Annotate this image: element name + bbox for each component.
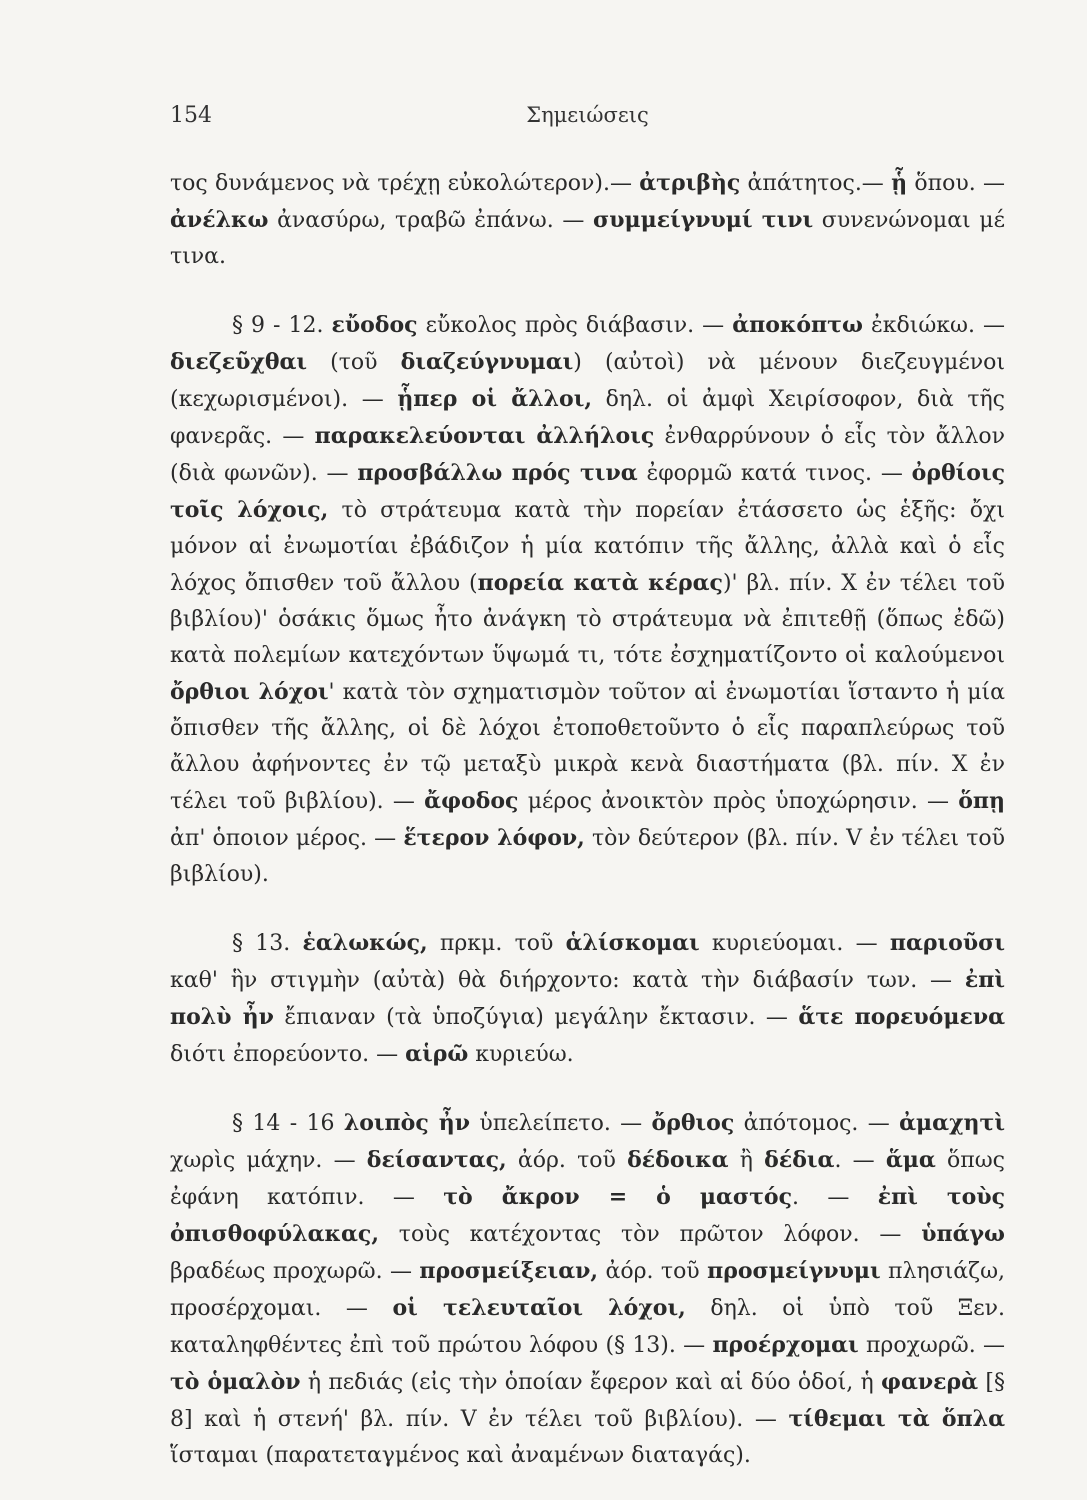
lemma-term: ἀτριβὴς [639,170,741,196]
note-paragraph-continuation [170,165,1005,275]
gloss-text: [§ 8] καὶ ἡ στενή' βλ. πίν. V ἐν τέλει τοῦ βιβλίου). — [170,1370,1005,1432]
lemma-term: ἅμα [885,1147,936,1173]
gloss-text: ὅπου. — [907,171,1005,196]
gloss-text: ἔπιαναν (τὰ ὑποζύγια) μεγάλην ἔκτασιν. — [273,1005,799,1030]
gloss-text: ἀόρ. τοῦ [506,1148,628,1173]
gloss-text: χωρὶς μάχην. — [170,1148,367,1173]
lemma-term: παρακελεύονται ἀλλήλοις [314,423,655,449]
lemma-term: προσμείγνυμι [707,1258,881,1284]
lemma-term: ὄρθιος [651,1110,735,1136]
lemma-term: διαζεύγνυμαι [400,349,574,375]
gloss-text: εὔκολος πρὸς διάβασιν. — [417,313,733,338]
gloss-text: ἐκδιώκω. — [862,313,1006,338]
gloss-text: ἀπ' ὁποιον μέρος. — [170,826,404,851]
gloss-text: (τοῦ [307,350,401,375]
lemma-term: συμμείγνυμί τινι [593,207,814,233]
lemma-term: πορεία κατὰ κέρας [477,570,723,596]
gloss-text: ἢ [728,1148,765,1173]
running-head: Σημειώσεις [526,103,649,127]
lemma-term: ἁλίσκομαι [565,930,700,956]
lemma-term: ἀποκόπτω [732,312,863,338]
gloss-text: πλησιάζω, προσέρχομαι. — [170,1259,1005,1321]
lemma-term: δείσαντας, [366,1147,507,1173]
gloss-text: προχωρῶ. — [858,1333,1005,1358]
gloss-text: ) (αὐτοὶ) νὰ μένουν διεζευγμένοι (κεχωρισμένοι). — [170,350,1006,412]
gloss-text: συνενώνομαι μέ τινα. [170,208,1006,269]
gloss-text: τὸν δεύτερον (βλ. πίν. V ἐν τέλει τοῦ βιβλίου). [170,826,1005,887]
gloss-text: . — [792,1185,878,1210]
lemma-term: οἱ τελευταῖοι λόχοι, [392,1295,686,1321]
gloss-text: ἀπάτητος.— [740,171,892,196]
gloss-text: ἐφορμῶ κατά τινος. — [637,461,912,486]
gloss-text: βραδέως προχωρῶ. — [170,1259,420,1284]
lemma-term: αἱρῶ [405,1041,469,1067]
lemma-term: τὸ ἄκρον = ὁ μαστός [443,1184,792,1210]
gloss-text: πρκμ. τοῦ [427,931,566,956]
gloss-text: ' κατὰ τὸν σχηματισμὸν τοῦτον αἱ ἐνωμοτίαι ἵσταντο ἡ μία ὄπισθεν τῆς ἄλλης, οἱ δὲ λόχοι ἐτοποθετοῦντο ὁ εἷς παραπλεύρως τοῦ ἄλλου ἀφήνοντες ἐν τῷ μεταξὺ μικρὰ κενὰ διαστήματα (βλ. πίν. Χ ἐν τέλει τοῦ βιβλίου). — [170,680,1005,814]
lemma-term: παριοῦσι [889,930,1005,956]
gloss-text: καθ' ἣν στιγμὴν (αὐτὰ) θὰ διήρχοντο: κατὰ τὴν διάβασίν των. — [170,968,965,993]
gloss-text: τὸ στράτευμα κατὰ τὴν πορείαν ἐτάσσετο ὡς ἑξῆς: ὄχι μόνον αἱ ἐνωμοτίαι ἐβάδιζον ἡ μία κατόπιν τῆς ἄλλης, ἀλλὰ καὶ ὁ εἷς λόχος ὄπισθεν τοῦ ἄλλου ( [170,498,1005,596]
gloss-text: τοὺς κατέχοντας τὸν πρῶτον λόφον. — [379,1222,922,1247]
gloss-text: § 13. [232,931,303,956]
gloss-text: ἀπότομος. — [734,1111,900,1136]
notes-body [170,165,1005,1474]
note-paragraph-section-9-12 [170,307,1005,893]
lemma-term: ἐπὶ τοὺς ὀπισθοφύλακας, [170,1184,1006,1247]
lemma-term: ὀρθίοις τοῖς λόχοις, [170,460,1005,523]
lemma-term: ἄφοδος [424,788,519,814]
note-paragraph-section-14-16 [170,1105,1005,1474]
gloss-text: ἐνθαρρύνουν ὁ εἷς τὸν ἄλλον (διὰ φωνῶν). — [170,424,1005,486]
lemma-term: προέρχομαι [712,1332,859,1358]
gloss-text: διότι ἐπορεύοντο. — [170,1042,406,1067]
lemma-term: ἐπὶ πολὺ ἦν [170,967,1005,1030]
lemma-term: τίθεμαι τὰ ὅπλα [788,1406,1005,1432]
lemma-term: ἀμαχητὶ [899,1110,1005,1136]
gloss-text: κυριεύομαι. — [699,931,890,956]
gloss-text: ἀνασύρω, τραβῶ ἐπάνω. — [268,208,593,233]
lemma-term: ᾗπερ οἱ ἄλλοι, [397,386,593,412]
note-paragraph-section-13 [170,925,1005,1073]
lemma-term: ἕτερον λόφον, [403,825,585,851]
gloss-text: δηλ. οἱ ἀμφὶ Χειρίσοφον, διὰ τῆς φανερᾶς. — [170,387,1005,449]
lemma-term: διεζεῦχθαι [170,349,308,375]
lemma-term: φανερὰ [881,1369,979,1395]
gloss-text: τος δυνάμενος νὰ τρέχῃ εὐκολώτερον).— [170,171,640,196]
lemma-term: ὑπάγω [921,1221,1005,1247]
lemma-term: τὸ ὁμαλὸν [170,1369,301,1395]
lemma-term: εὔοδος [331,312,418,338]
lemma-term: προσβάλλω πρός τινα [357,460,638,486]
lemma-term: ἅτε πορευόμενα [798,1004,1006,1030]
lemma-term: ὅπῃ [958,788,1005,814]
gloss-text: ὑπελείπετο. — [470,1111,652,1136]
lemma-term: δέδοικα [627,1147,729,1173]
lemma-term: προσμείξειαν, [419,1258,599,1284]
gloss-text: δηλ. οἱ ὑπὸ τοῦ Ξεν. καταληφθέντες ἐπὶ τοῦ πρώτου λόφου (§ 13). — [170,1296,1006,1358]
lemma-term: ἑαλωκώς, [302,930,428,956]
gloss-text: § 14 - 16 [232,1111,344,1136]
page-header [170,103,1005,143]
gloss-text: ἡ πεδιάς (εἰς τὴν ὁποίαν ἔφερον καὶ αἱ δύο ὁδοί, ἡ [300,1370,882,1395]
lemma-term: ἀνέλκω [170,207,269,233]
gloss-text: κυριεύω. [468,1042,574,1067]
lemma-term: ὄρθιοι λόχοι [170,679,329,705]
gloss-text: ἀόρ. τοῦ [598,1259,708,1284]
gloss-text: μέρος ἀνοικτὸν πρὸς ὑποχώρησιν. — [518,789,959,814]
gloss-text: . — [834,1148,886,1173]
gloss-text: ὅπως ἐφάνη κατόπιν. — [170,1148,1005,1210]
gloss-text: § 9 - 12. [232,313,332,338]
lemma-term: δέδια [764,1147,835,1173]
gloss-text: )' βλ. πίν. Χ ἐν τέλει τοῦ βιβλίου)' ὁσάκις ὅμως ἦτο ἀνάγκη τὸ στράτευμα νὰ ἐπιτεθῇ (ὅπως ἐδῶ) κατὰ πολεμίων κατεχόντων ὕψωμά τι, τότε ἐσχηματίζοντο οἱ καλούμενοι [170,571,1005,668]
gloss-text: ἵσταμαι (παρατεταγμένος καὶ ἀναμένων διαταγάς). [170,1443,751,1468]
page-number: 154 [170,103,212,128]
lemma-term: λοιπὸς ἦν [343,1110,471,1136]
lemma-term: ᾗ [891,170,908,196]
